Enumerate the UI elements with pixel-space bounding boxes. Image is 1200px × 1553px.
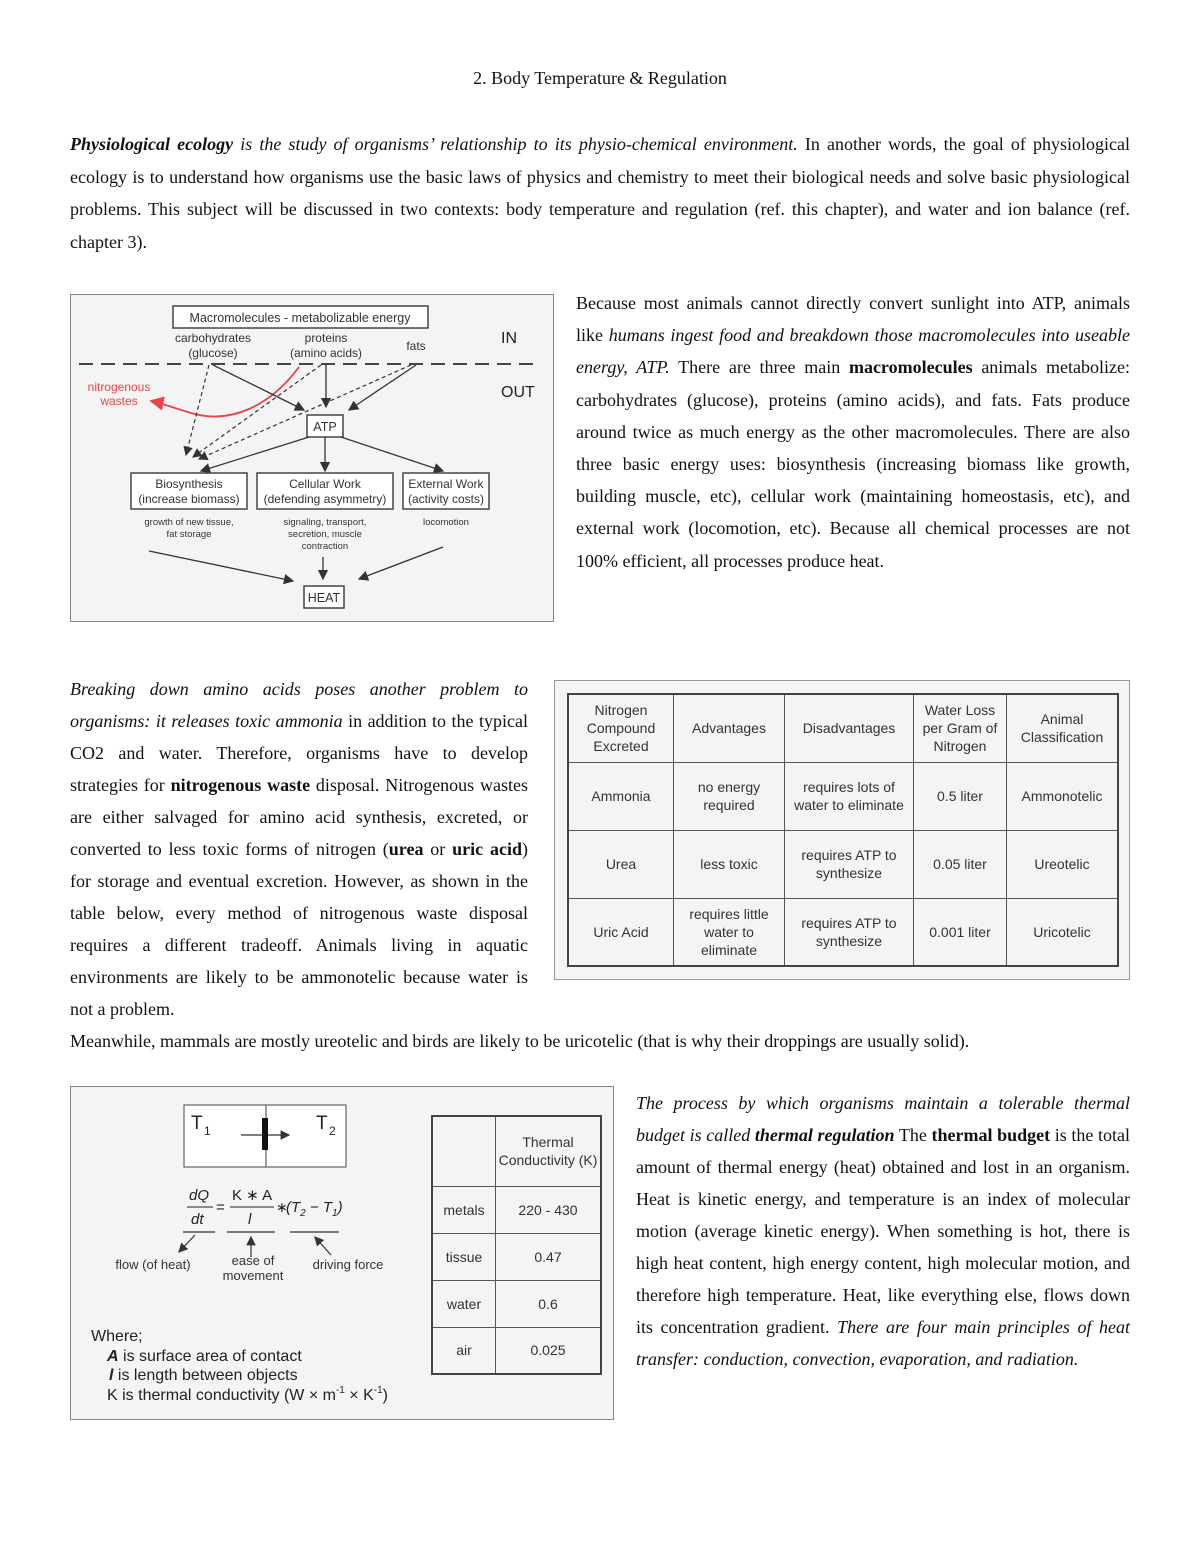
term-thermal-regulation: thermal regulation bbox=[754, 1125, 895, 1145]
intro-paragraph bbox=[70, 128, 1130, 258]
biosynthesis-note-1: growth of new tissue, bbox=[144, 517, 234, 528]
wastes-label: wastes bbox=[100, 394, 138, 408]
nitrogen-cell: less toxic bbox=[674, 830, 785, 898]
thermal-text-1: The bbox=[894, 1125, 932, 1145]
nitrogen-waste-curve bbox=[151, 367, 299, 416]
times-sign: ∗ bbox=[276, 1199, 288, 1215]
page-title: 2. Body Temperature & Regulation bbox=[473, 68, 727, 88]
amino-acids-label: (amino acids) bbox=[289, 346, 363, 360]
area-definition: A is surface area of contact bbox=[107, 1348, 302, 1365]
cellular-work-label: Cellular Work bbox=[289, 477, 361, 491]
glucose-label: (glucose) bbox=[188, 346, 238, 360]
intro-text: In another words, the goal of physiological ecology is to understand how organisms use the basic laws of physics and chemistry to meet their biological needs and solve basic physiological problems. This subject will be discussed in two contexts: body temperature and regulation (ref. this chapter), and water and ion balance (ref. chapter 3). bbox=[70, 134, 1130, 252]
energy-italic-1: humans ingest food and breakdown those macromolecules into useable energy, ATP. bbox=[576, 325, 1130, 378]
nitrogen-table bbox=[567, 693, 1119, 967]
nitrogen-table-header-row bbox=[568, 694, 1118, 762]
nitrogen-header-compound: Nitrogen Compound Excreted bbox=[568, 694, 674, 762]
table-row bbox=[568, 830, 1118, 898]
conductivity-material: metals bbox=[432, 1186, 496, 1233]
t1-symbol: T bbox=[191, 1113, 203, 1134]
term-macromolecules: macromolecules bbox=[848, 357, 973, 378]
nitrogen-cell: Ureotelic bbox=[1007, 830, 1119, 898]
carb-to-biosynthesis-arrow bbox=[186, 365, 209, 455]
nitrogen-cell: requires ATP to synthesize bbox=[785, 898, 914, 966]
nitrogen-text-1: in addition to the typical CO2 and water. Therefore, organisms have to develop strategies for bbox=[70, 711, 528, 795]
intro-definition: is the study of organisms’ relationship to its physio-chemical environment. bbox=[233, 134, 798, 154]
conductivity-material: air bbox=[432, 1327, 496, 1374]
nitrogen-cell: 0.5 liter bbox=[914, 762, 1007, 830]
nitrogen-cell: no energy required bbox=[674, 762, 785, 830]
nitrogen-text-2: disposal. Nitrogenous wastes are either salvaged for amino acid synthesis, excreted, or converted to less toxic forms of nitrogen ( bbox=[70, 775, 528, 859]
contact-interface bbox=[262, 1118, 268, 1150]
out-label: OUT bbox=[501, 384, 535, 401]
thermal-text-2: is the total amount of thermal energy (heat) obtained and lost in an organism. Heat is kinetic energy, and temperature is an index of molecular motion (average kinetic energy). When something is hot, there is high heat content, high energy content, high molecular motion, and therefore high temperature. Heat, like everything else, flows down its concentration gradient. bbox=[636, 1125, 1130, 1337]
increase-biomass-label: (increase biomass) bbox=[138, 492, 240, 506]
energy-text-2: There are three main bbox=[669, 357, 849, 378]
energy-text-1: Because most animals cannot directly convert sunlight into ATP, animals like bbox=[576, 293, 1130, 346]
length-definition: l is length between objects bbox=[109, 1367, 298, 1384]
energy-text-3: animals metabolize: carbohydrates (glucose), proteins (amino acids), and fats. Fats produce around twice as much energy as the other macromolecules. There are also three basic energy uses: biosynthesis (increasing biomass like growth, building muscle, etc), cellular work (maintaining homeostasis, etc), and external work (locomotion, etc). Because all chemical processes are not 100% efficient, all processes produce heat. bbox=[576, 357, 1130, 571]
nitrogen-text-3: or bbox=[423, 839, 453, 859]
conductivity-header-empty bbox=[432, 1116, 496, 1186]
flow-pointer bbox=[179, 1235, 195, 1252]
nitrogen-cell: Urea bbox=[568, 830, 674, 898]
cellular-note-3: contraction bbox=[301, 541, 349, 552]
nitrogen-cell: Ammonotelic bbox=[1007, 762, 1119, 830]
nitrogen-cell: Uric Acid bbox=[568, 898, 674, 966]
external-to-heat-arrow bbox=[359, 547, 443, 579]
protein-to-biosynthesis-arrow bbox=[193, 365, 321, 457]
conductivity-header-row bbox=[432, 1116, 601, 1186]
nitrogen-paragraph bbox=[70, 673, 528, 1025]
nitrogenous-label: nitrogenous bbox=[87, 380, 151, 394]
thermal-paragraph bbox=[636, 1087, 1130, 1375]
where-label: Where; bbox=[91, 1328, 143, 1345]
nitrogen-header-disadvantages: Disadvantages bbox=[785, 694, 914, 762]
conductivity-material: water bbox=[432, 1280, 496, 1327]
driving-term: $(T_2 - T_1)$ bbox=[286, 1199, 343, 1219]
t1-subscript: 1 bbox=[204, 1124, 211, 1138]
equals-sign: = bbox=[216, 1199, 225, 1216]
fats-label: fats bbox=[406, 339, 426, 353]
table-row bbox=[568, 898, 1118, 966]
driving-pointer bbox=[315, 1237, 331, 1255]
table-row bbox=[568, 762, 1118, 830]
conductivity-value: 0.47 bbox=[496, 1233, 602, 1280]
biosynthesis-note-2: fat storage bbox=[166, 529, 212, 540]
atp-to-biosynthesis-arrow bbox=[201, 437, 309, 471]
term-urea: urea bbox=[388, 839, 424, 859]
nitrogen-header-advantages: Advantages bbox=[674, 694, 785, 762]
conductivity-value: 0.6 bbox=[496, 1280, 602, 1327]
conductivity-material: tissue bbox=[432, 1233, 496, 1280]
flow-of-heat-label: flow (of heat) bbox=[115, 1257, 191, 1272]
nitrogen-text-4: ) for storage and eventual excretion. However, as shown in the table below, every method of nitrogenous waste disposal requires a different tradeoff. Animals living in aquatic environments are likely to be ammonotelic because water is not a problem. bbox=[70, 839, 528, 1019]
thermal-conduction-diagram bbox=[70, 1086, 614, 1420]
atp-to-external-arrow bbox=[341, 437, 443, 471]
table-row bbox=[432, 1186, 601, 1233]
k-times-a: K ∗ A bbox=[232, 1187, 273, 1204]
nitrogen-cell: Ammonia bbox=[568, 762, 674, 830]
nitrogen-cell: 0.05 liter bbox=[914, 830, 1007, 898]
defending-asymmetry-label: (defending asymmetry) bbox=[263, 492, 387, 506]
conductivity-value: 0.025 bbox=[496, 1327, 602, 1374]
atp-label: ATP bbox=[313, 420, 337, 434]
nitrogen-continuation: Meanwhile, mammals are mostly ureotelic and birds are likely to be uricotelic (that is why their droppings are usually solid). bbox=[70, 1031, 970, 1051]
l-denominator: l bbox=[248, 1211, 252, 1228]
nitrogen-cell: requires ATP to synthesize bbox=[785, 830, 914, 898]
term-thermal-budget: thermal budget bbox=[931, 1125, 1051, 1145]
external-work-label: External Work bbox=[408, 477, 484, 491]
nitrogen-italic-1: Breaking down amino acids poses another problem to organisms: it releases toxic ammonia bbox=[70, 679, 528, 731]
proteins-label: proteins bbox=[304, 331, 348, 345]
cellular-note-1: signaling, transport, bbox=[283, 517, 367, 528]
heat-label: HEAT bbox=[307, 591, 341, 605]
term-physiological-ecology: Physiological ecology bbox=[70, 134, 234, 154]
cellular-note-2: secretion, muscle bbox=[288, 529, 362, 540]
conductivity-table bbox=[431, 1115, 602, 1375]
conductivity-value: 220 - 430 bbox=[496, 1186, 602, 1233]
term-uric-acid: uric acid bbox=[452, 839, 522, 859]
in-label: IN bbox=[501, 330, 517, 347]
external-note: locomotion bbox=[423, 517, 469, 528]
table-row bbox=[432, 1233, 601, 1280]
thermal-italic-2: There are four main principles of heat transfer: conduction, convection, evaporation, and radiation. bbox=[636, 1317, 1130, 1369]
nitrogen-header-water-loss: Water Loss per Gram of Nitrogen bbox=[914, 694, 1007, 762]
dq-symbol: dQ bbox=[189, 1187, 210, 1204]
driving-force-label: driving force bbox=[312, 1257, 384, 1272]
nitrogen-cell: requires lots of water to eliminate bbox=[785, 762, 914, 830]
conductivity-definition: K is thermal conductivity $(W \times m^{-1} \times K^{-1})$ bbox=[107, 1385, 388, 1404]
table-row bbox=[432, 1280, 601, 1327]
thermal-italic-1: The process by which organisms maintain a tolerable thermal budget is called bbox=[636, 1093, 1130, 1145]
biosynthesis-to-heat-arrow bbox=[149, 551, 293, 581]
t2-symbol: T bbox=[316, 1113, 328, 1134]
carbohydrates-label: carbohydrates bbox=[174, 331, 252, 345]
nitrogen-cell: 0.001 liter bbox=[914, 898, 1007, 966]
nitrogen-header-classification: Animal Classification bbox=[1007, 694, 1119, 762]
nitrogen-cell: Uricotelic bbox=[1007, 898, 1119, 966]
activity-costs-label: (activity costs) bbox=[407, 492, 485, 506]
term-nitrogenous-waste: nitrogenous waste bbox=[170, 775, 311, 795]
nitrogen-table-figure bbox=[554, 680, 1130, 980]
ease-label-1: ease of bbox=[231, 1253, 275, 1268]
energy-paragraph bbox=[576, 287, 1130, 577]
table-row bbox=[432, 1327, 601, 1374]
ease-label-2: movement bbox=[222, 1268, 284, 1283]
energy-flow-diagram bbox=[70, 294, 554, 622]
conductivity-header: Thermal Conductivity (K) bbox=[496, 1116, 602, 1186]
nitrogen-cell: requires little water to eliminate bbox=[674, 898, 785, 966]
dt-symbol: dt bbox=[191, 1211, 204, 1228]
header-text: Macromolecules - metabolizable energy bbox=[189, 311, 411, 325]
t2-subscript: 2 bbox=[329, 1124, 336, 1138]
biosynthesis-label: Biosynthesis bbox=[155, 477, 223, 491]
fat-to-biosynthesis-arrow bbox=[199, 365, 411, 459]
